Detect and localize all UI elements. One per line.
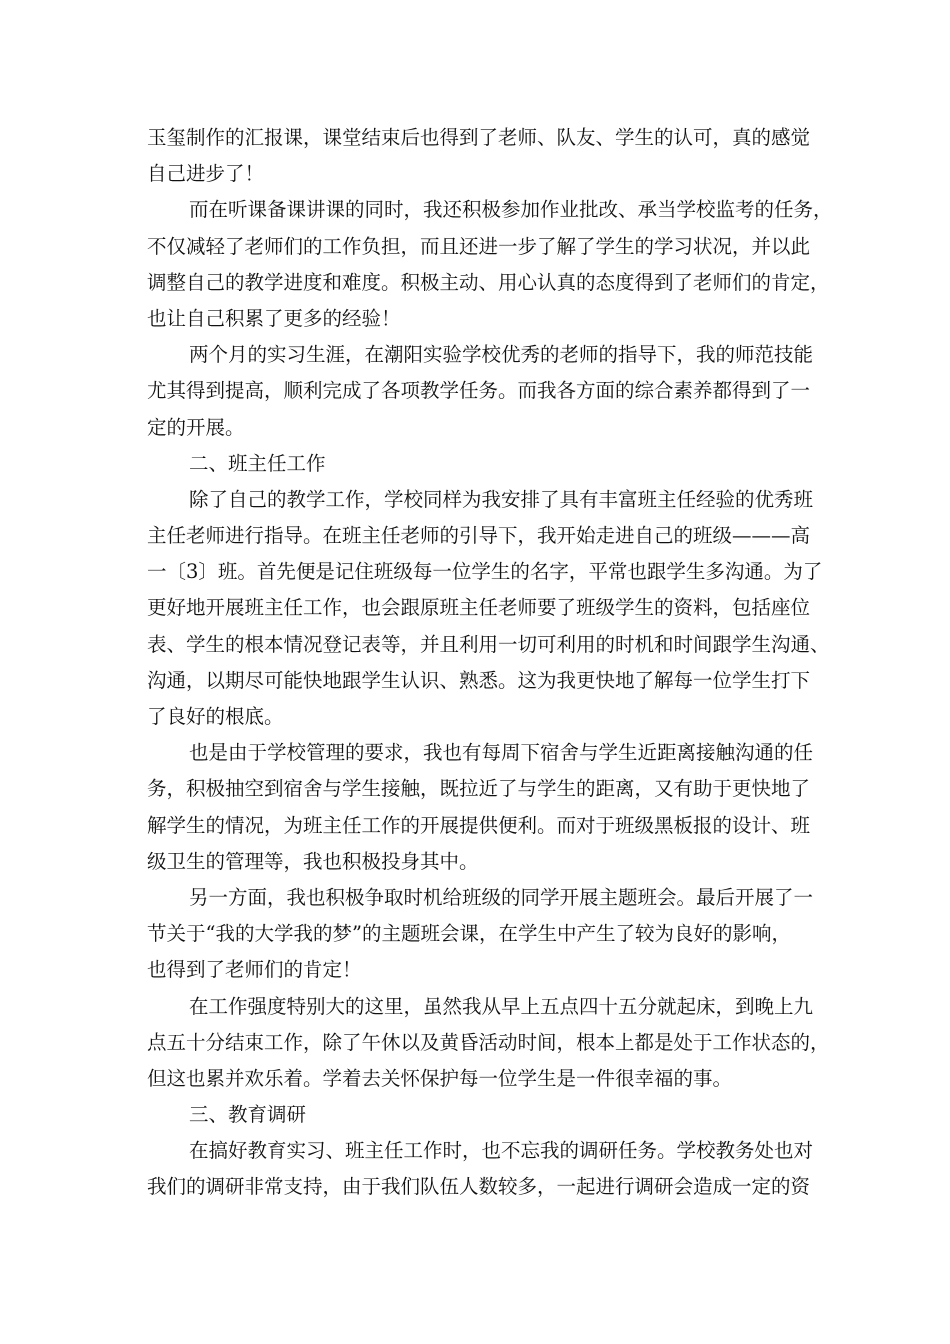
text-line: 表、学生的根本情况登记表等，并且利用一切可利用的时机和时间跟学生沟通、 bbox=[147, 632, 830, 656]
text-line: 玉玺制作的汇报课，课堂结束后也得到了老师、队友、学生的认可，真的感觉 bbox=[147, 126, 811, 149]
text-line: 调整自己的教学进度和难度。积极主动、用心认真的态度得到了老师们的肯定， bbox=[147, 270, 830, 294]
text-line: 沟通，以期尽可能快地跟学生认识、熟悉。这为我更快地了解每一位学生打下 bbox=[147, 668, 811, 692]
text-line: 一〔3〕班。首先便是记住班级每一位学生的名字，平常也跟学生多沟通。为了 bbox=[147, 560, 823, 584]
section-heading: 二、班主任工作 bbox=[189, 451, 326, 475]
text-line: 但这也累并欢乐着。学着去关怀保护每一位学生是一件很幸福的事。 bbox=[147, 1066, 733, 1090]
text-line: 级卫生的管理等，我也积极投身其中。 bbox=[147, 849, 479, 873]
text-line: 了良好的根底。 bbox=[147, 705, 284, 728]
paragraph-start-line: 两个月的实习生涯，在潮阳实验学校优秀的老师的指导下，我的师范技能 bbox=[189, 343, 814, 367]
section-heading: 三、教育调研 bbox=[189, 1103, 307, 1127]
text-line: 主任老师进行指导。在班主任老师的引导下，我开始走进自己的班级———高 bbox=[147, 524, 811, 548]
text-line: 务，积极抽空到宿舍与学生接触，既拉近了与学生的距离，又有助于更快地了 bbox=[147, 777, 811, 801]
text-line: 我们的调研非常支持，由于我们队伍人数较多，一起进行调研会造成一定的资 bbox=[147, 1175, 811, 1199]
paragraph-start-line: 而在听课备课讲课的同时，我还积极参加作业批改、承当学校监考的任务， bbox=[189, 198, 833, 222]
text-line: 也让自己积累了更多的经验！ bbox=[147, 306, 401, 330]
text-line: 不仅减轻了老师们的工作负担，而且还进一步了解了学生的学习状况，并以此 bbox=[147, 234, 811, 258]
paragraph-start-line: 除了自己的教学工作，学校同样为我安排了具有丰富班主任经验的优秀班 bbox=[189, 487, 814, 511]
paragraph-start-line: 另一方面，我也积极争取时机给班级的同学开展主题班会。最后开展了一 bbox=[189, 885, 814, 909]
text-line: 尤其得到提高，顺利完成了各项教学任务。而我各方面的综合素养都得到了一 bbox=[147, 379, 811, 403]
text-line: 定的开展。 bbox=[147, 415, 245, 439]
paragraph-start-line: 在搞好教育实习、班主任工作时，也不忘我的调研任务。学校教务处也对 bbox=[189, 1139, 814, 1163]
paragraph-start-line: 在工作强度特别大的这里，虽然我从早上五点四十五分就起床，到晚上九 bbox=[189, 994, 814, 1018]
document-body bbox=[147, 120, 833, 1206]
paragraph-start-line: 也是由于学校管理的要求，我也有每周下宿舍与学生近距离接触沟通的任 bbox=[189, 741, 814, 765]
text-line: 自己进步了！ bbox=[147, 162, 265, 186]
text-line: 节关于“我的大学我的梦”的主题班会课，在学生中产生了较为良好的影响， bbox=[147, 922, 791, 946]
text-line: 也得到了老师们的肯定！ bbox=[147, 958, 362, 982]
text-line: 更好地开展班主任工作，也会跟原班主任老师要了班级学生的资料，包括座位 bbox=[147, 596, 811, 620]
text-line: 点五十分结束工作，除了午休以及黄昏活动时间，根本上都是处于工作状态的， bbox=[147, 1030, 830, 1054]
text-line: 解学生的情况，为班主任工作的开展提供便利。而对于班级黑板报的设计、班 bbox=[147, 813, 811, 837]
